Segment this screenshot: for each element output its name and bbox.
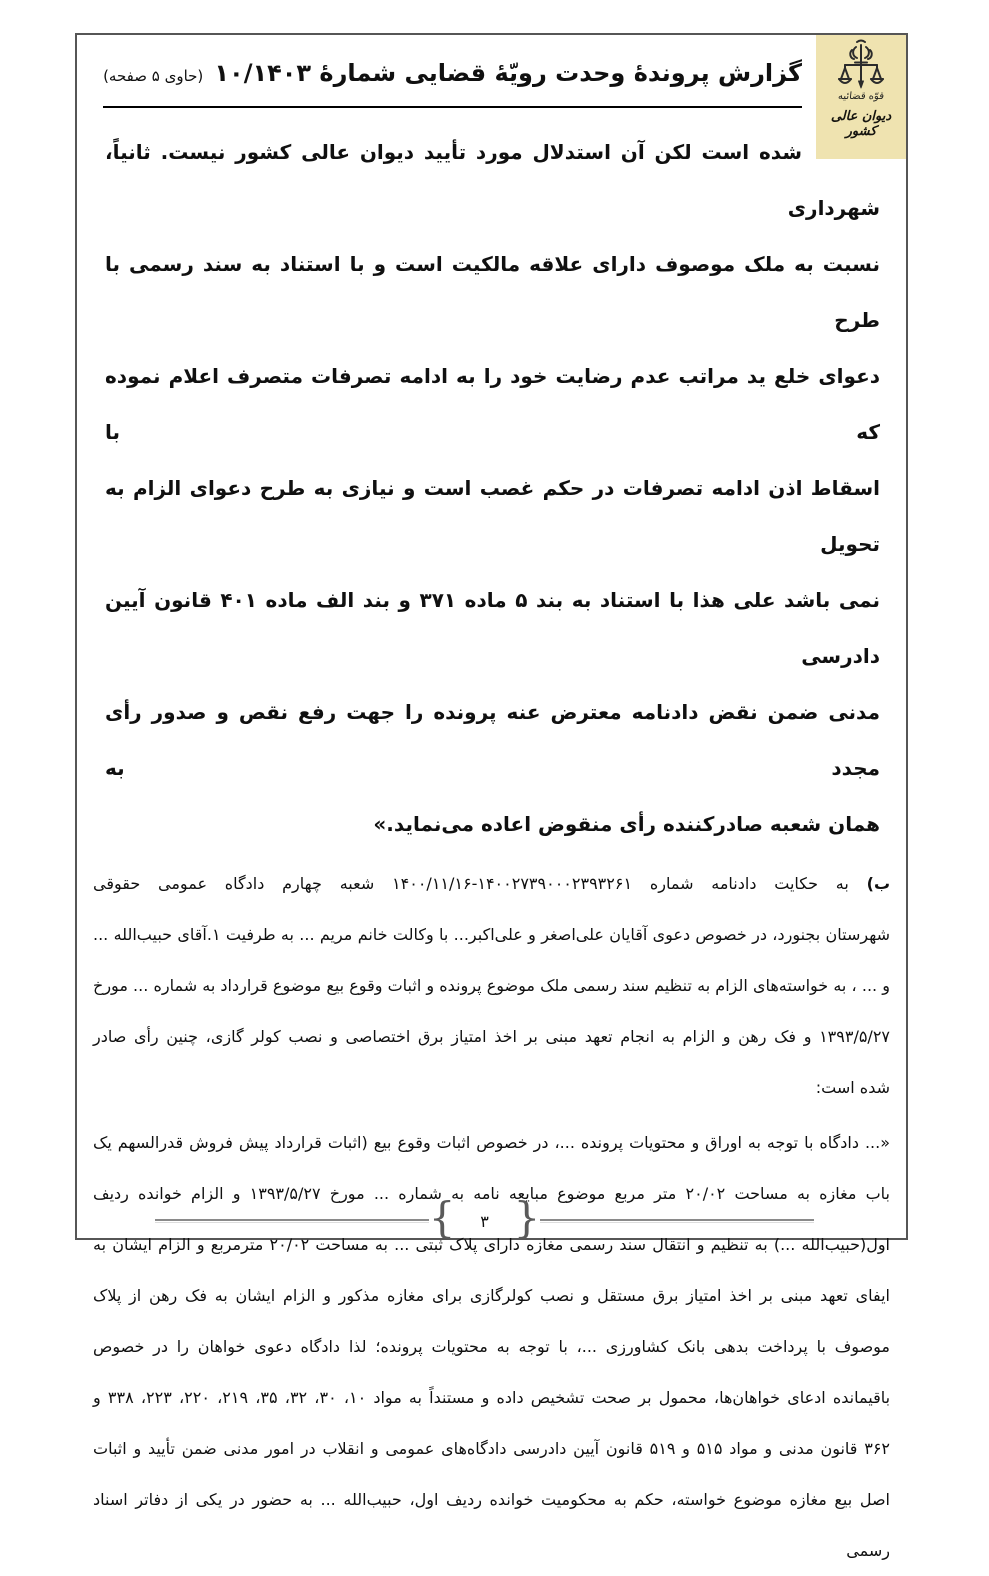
text-line: موصوف با پرداخت بدهی بانک کشاورزی ...، با توجه به محتویات پرونده؛ لذا دادگاه دعوی خواهان را در خصوص xyxy=(93,1337,890,1356)
text-line: اول(حبیب‌الله ...) به تنظیم و انتقال سند رسمی مغازه دارای پلاک ثبتی ... به مساحت ۲۰/۰۲ مترمربع و الزام ایشان به xyxy=(93,1235,891,1254)
text-line: مدنی ضمن نقض دادنامه معترض عنه پرونده را جهت رفع نقص و صدور رأی مجدد به xyxy=(105,700,880,780)
page-number: ۳ xyxy=(480,1211,489,1231)
supreme-court-name: دیوان عالی کشور xyxy=(830,109,892,139)
text-line: نمی باشد علی هذا با استناد به بند ۵ ماده ۳۷۱ و بند الف ماده ۴۰۱ قانون آیین دادرسی xyxy=(105,588,880,668)
text-line: و ... ، به خواسته‌های الزام به تنظیم سند رسمی ملک موضوع پرونده و اثبات وقوع بیع موضوع قرارداد به شماره ... مورخ xyxy=(93,976,890,995)
scales-of-justice-icon xyxy=(831,39,891,91)
brace-right: } xyxy=(513,1193,541,1242)
text-line: اصل بیع مغازه موضوع خواسته، حکم به محکومیت خوانده ردیف اول، حبیب‌الله ... به حضور در یکی از دفاتر اسناد رسمی xyxy=(93,1490,890,1560)
title-underline xyxy=(103,49,802,108)
text-line: نسبت به ملک موصوف دارای علاقه مالکیت است و با استناد به سند رسمی با طرح xyxy=(105,252,880,332)
section-b-label: ب) xyxy=(866,874,891,893)
page-footer xyxy=(155,1193,814,1243)
title-page-count-note: (حاوی ۵ صفحه) xyxy=(103,67,204,85)
page-content xyxy=(77,35,906,1560)
title-text: گزارش پروندهٔ وحدت رویّهٔ قضایی شمارهٔ ۱۰/۱۴۰۳ xyxy=(214,59,802,87)
text-line: «... دادگاه با توجه به اوراق و محتویات پرونده ...، در خصوص اثبات وقوع بیع (اثبات قرارداد پیش فروش قدرالسهم یک xyxy=(93,1133,890,1152)
footer-rule-right xyxy=(540,1219,814,1223)
paragraph-court-ruling-quote xyxy=(93,1117,890,1576)
brace-left: { xyxy=(428,1193,456,1242)
text-line: باب مغازه به مساحت ۲۰/۰۲ متر مربع موضوع مبایعه نامه به شماره ... مورخ ۱۳۹۳/۵/۲۷ و الزام خوانده ردیف xyxy=(93,1184,890,1203)
text-line xyxy=(93,858,890,909)
text-line: شده است: xyxy=(815,1078,890,1097)
judiciary-logo xyxy=(816,35,906,159)
text-line: همان شعبه صادرکننده رأی منقوض اعاده می‌نماید.» xyxy=(373,812,880,836)
text-line: اسقاط اذن ادامه تصرفات در حکم غصب است و نیازی به طرح دعوای الزام به تحویل xyxy=(105,476,880,556)
page-title xyxy=(93,49,890,108)
text-line: شهرستان بجنورد، در خصوص دعوی آقایان علی‌اصغر و علی‌اکبر... با وکالت خانم مریم ... به طرفیت ۱.آقای حبیب‌الله ... xyxy=(93,925,890,944)
text-line: باقیمانده ادعای خواهان‌ها، محمول بر صحت تشخیص داده و مستنداً به مواد ۱۰، ۳۰، ۳۲، ۳۵، ۲۱۹، ۲۲۰، ۲۲۳، ۳۳۸ و xyxy=(93,1388,891,1407)
text-line: دعوای خلع ید مراتب عدم رضایت خود را به ادامه تصرفات متصرف اعلام نموده که با xyxy=(105,364,880,444)
paragraph-case-b-history xyxy=(93,858,890,1113)
footer-rule-left xyxy=(155,1219,429,1223)
judiciary-org-name: قوّه قضائیه xyxy=(837,91,885,102)
text-line: شده است لکن آن استدلال مورد تأیید دیوان عالی کشور نیست. ثانیاً، شهرداری xyxy=(105,140,880,220)
page-frame xyxy=(75,33,908,1560)
text-segment: به حکایت دادنامه شماره ۱۴۰۰۲۷۳۹۰۰۰۲۳۹۳۲۶۱-۱۴۰۰/۱۱/۱۶ شعبه چهارم دادگاه عمومی حقوقی xyxy=(93,874,849,893)
paragraph-verdict-conclusion xyxy=(105,124,880,852)
text-line: ۱۳۹۳/۵/۲۷ و فک رهن و الزام به انجام تعهد مبنی بر اخذ امتیاز برق اختصاصی و نصب کولر گازی، چنین رأی صادر xyxy=(93,1027,890,1046)
text-line: ۳۶۲ قانون مدنی و مواد ۵۱۵ و ۵۱۹ قانون آیین دادرسی دادگاه‌های عمومی و انقلاب در امور مدنی ضمن تأیید و اثبات xyxy=(93,1439,890,1458)
text-line: ایفای تعهد مبنی بر اخذ امتیاز برق مستقل و نصب کولرگازی برای مغازه مذکور و الزام ایشان به فک رهن از پلاک xyxy=(93,1286,890,1305)
